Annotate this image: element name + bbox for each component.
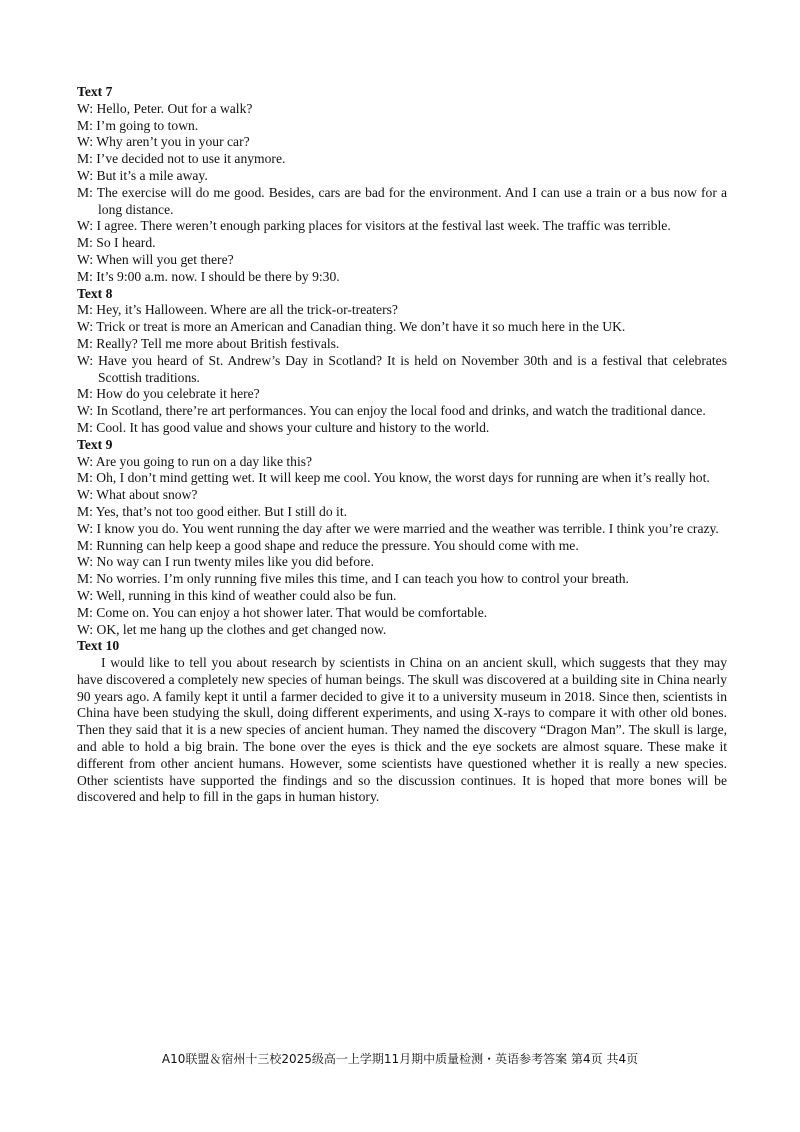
dialogue-line: W: I know you do. You went running the day after we were married and the weather was terrible. I think you’re crazy.	[77, 520, 719, 536]
dialogue-line: W: But it’s a mile away.	[77, 167, 208, 183]
dialogue-line: W: What about snow?	[77, 487, 198, 503]
dialogue-line: W: Are you going to run on a day like this?	[77, 453, 313, 469]
dialogue-line: M: No worries. I’m only running five miles this time, and I can teach you how to control your breath.	[77, 571, 629, 587]
dialogue-line: W: When will you get there?	[77, 251, 234, 267]
section-text-10	[77, 638, 727, 806]
dialogue-line: M: The exercise will do me good. Besides, cars are bad for the environment. And I can use a train or a bus now for a long distance.	[77, 184, 727, 217]
dialogue-line: W: Have you heard of St. Andrew’s Day in Scotland? It is held on November 30th and is a festival that celebrates Scottish traditions.	[77, 352, 727, 385]
dialogue-line: W: Hello, Peter. Out for a walk?	[77, 100, 253, 116]
section-title: Text 9	[77, 436, 113, 452]
dialogue-line: W: In Scotland, there’re art performances. You can enjoy the local food and drinks, and watch the traditional dance.	[77, 403, 706, 419]
section-text-8	[77, 286, 727, 437]
dialogue-line: M: Hey, it’s Halloween. Where are all the trick-or-treaters?	[77, 302, 398, 318]
dialogue-line: M: Oh, I don’t mind getting wet. It will keep me cool. You know, the worst days for running are when it’s really hot.	[77, 470, 710, 486]
section-title: Text 7	[77, 84, 113, 99]
section-title: Text 10	[77, 638, 120, 654]
dialogue-line: M: Really? Tell me more about British festivals.	[77, 335, 340, 351]
dialogue-line: W: Well, running in this kind of weather could also be fun.	[77, 587, 397, 603]
dialogue-line: W: Trick or treat is more an American and Canadian thing. We don’t have it so much here in the UK.	[77, 319, 626, 335]
dialogue-line: M: I’m going to town.	[77, 117, 199, 133]
section-title: Text 8	[77, 285, 113, 301]
dialogue-line: M: It’s 9:00 a.m. now. I should be there by 9:30.	[77, 268, 340, 284]
monologue-paragraph: I would like to tell you about research by scientists in China on an ancient skull, which suggests that they may have discovered a completely new species of human beings. The skull was discovered at a building site in China nearly 90 years ago. A family kept it until a farmer decided to give it to a university museum in 2018. Since then, scientists in China have been studying the skull, doing different experiments, and using X-rays to compare it with other old bones. Then they said that it is a new species of ancient human. They named the discovery “Dragon Man”. The skull is large, and able to hold a big brain. The bone over the eyes is thick and the eye sockets are almost square. These make it different from other ancient humans. However, some scientists have questioned whether it is really a new species. Other scientists have supported the findings and so the discussion continues. It is hoped that more bones will be discovered and help to fill in the gaps in human history.	[77, 655, 727, 805]
dialogue-line: M: Cool. It has good value and shows your culture and history to the world.	[77, 419, 490, 435]
dialogue-line: M: Come on. You can enjoy a hot shower later. That would be comfortable.	[77, 604, 488, 620]
section-text-7	[77, 84, 727, 286]
dialogue-line: M: Running can help keep a good shape and reduce the pressure. You should come with me.	[77, 537, 579, 553]
dialogue-line: M: So I heard.	[77, 235, 156, 251]
dialogue-line: W: Why aren’t you in your car?	[77, 134, 250, 150]
dialogue-line: W: I agree. There weren’t enough parking places for visitors at the festival last week. The traffic was terrible.	[77, 218, 671, 234]
dialogue-line: M: How do you celebrate it here?	[77, 386, 260, 402]
page-footer: A10联盟＆宿州十三校2025级高一上学期11月期中质量检测・英语参考答案 第4页 共4页	[161, 1052, 639, 1066]
dialogue-line: W: No way can I run twenty miles like you did before.	[77, 554, 374, 570]
document-body	[77, 84, 727, 806]
dialogue-line: M: Yes, that’s not too good either. But I still do it.	[77, 503, 348, 519]
dialogue-line: W: OK, let me hang up the clothes and get changed now.	[77, 621, 387, 637]
section-text-9	[77, 437, 727, 639]
dialogue-line: M: I’ve decided not to use it anymore.	[77, 151, 286, 167]
